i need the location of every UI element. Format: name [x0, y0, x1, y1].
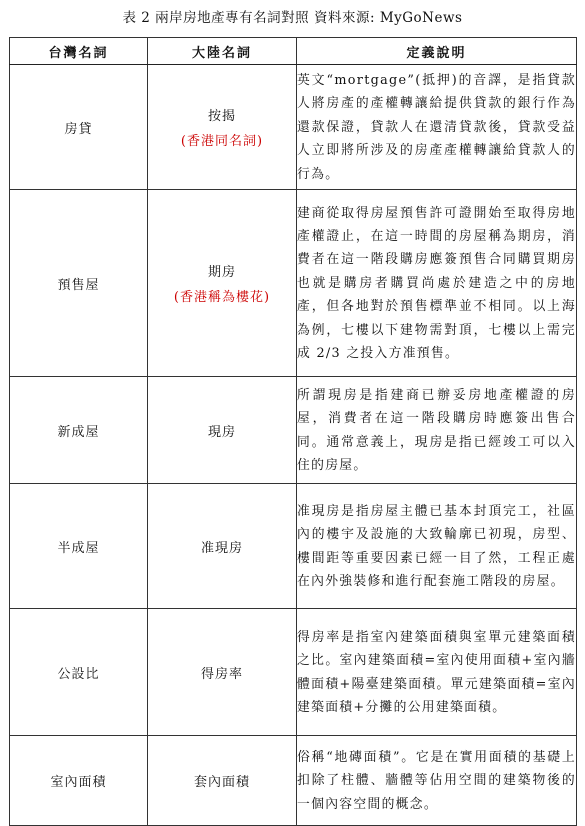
hong-kong-note: (香港同名詞) — [180, 134, 264, 149]
table-row — [10, 484, 577, 609]
header-definition: 定義說明 — [297, 38, 577, 65]
table-row — [10, 190, 577, 377]
header-taiwan-term: 台灣名詞 — [10, 38, 148, 65]
table-caption: 表 2 兩岸房地產專有名詞對照 資料來源: MyGoNews — [122, 10, 463, 26]
mainland-term: 期房 — [207, 265, 236, 280]
mainland-term-cell — [148, 190, 297, 377]
hong-kong-note: (香港稱為樓花) — [173, 290, 271, 305]
table-row — [10, 609, 577, 736]
definition-text: 所謂現房是指建商已辦妥房地產權證的房屋，消費者在這一階段購房時應簽出售合同。通常意義上，現房是指已經竣工可以入住的房屋。 — [297, 387, 576, 473]
definition-cell — [297, 609, 577, 736]
definition-text: 得房率是指室內建築面積與室單元建築面積之比。室內建築面積=室內使用面積+室內牆體面積+陽臺建築面積。單元建築面積=室內建築面積+分攤的公用建築面積。 — [297, 629, 576, 715]
definition-text: 准現房是指房屋主體已基本封頂完工，社區內的樓宇及設施的大致輪廓已初現，房型、樓間距等重要因素已經一目了然，工程正處在內外強裝修和進行配套施工階段的房屋。 — [297, 503, 576, 589]
terminology-table — [9, 37, 577, 826]
mainland-term: 得房率 — [148, 609, 297, 736]
mainland-term: 現房 — [148, 377, 297, 484]
taiwan-term: 新成屋 — [10, 377, 148, 484]
definition-text: 建商從取得房屋預售許可證開始至取得房地產權證止，在這一時間的房屋稱為期房，消費者在這一階段購房應簽預售合同購買期房也就是購房者購買尚處於建造之中的房地產，但各地對於預售標準並不相同。以上海為例，七樓以下建物需對頂，七樓以上需完成 2/3 之投入方准預售。 — [297, 205, 576, 362]
table-row — [10, 377, 577, 484]
taiwan-term: 半成屋 — [10, 484, 148, 609]
definition-cell — [297, 377, 577, 484]
definition-cell — [297, 484, 577, 609]
definition-text: 英文“mortgage”(抵押)的音譯，是指貸款人將房產的產權轉讓給提供貸款的銀行作為還款保證，貸款人在還清貸款後，貸款受益人立即將所涉及的房產產權轉讓給貸款人的行為。 — [297, 72, 576, 182]
mainland-term: 准現房 — [148, 484, 297, 609]
taiwan-term: 房貸 — [10, 65, 148, 190]
header-mainland-term: 大陸名詞 — [148, 38, 297, 65]
table-row — [10, 736, 577, 826]
definition-cell — [297, 736, 577, 826]
table-row — [10, 65, 577, 190]
definition-text: 俗稱“地磚面積”。它是在實用面積的基礎上扣除了柱體、牆體等佔用空間的建築物後的一個內容空間的概念。 — [297, 749, 576, 812]
header-row — [10, 38, 577, 65]
mainland-term-cell — [148, 65, 297, 190]
taiwan-term: 室內面積 — [10, 736, 148, 826]
definition-cell — [297, 190, 577, 377]
definition-cell — [297, 65, 577, 190]
mainland-term: 套內面積 — [148, 736, 297, 826]
taiwan-term: 公設比 — [10, 609, 148, 736]
taiwan-term: 預售屋 — [10, 190, 148, 377]
mainland-term: 按揭 — [207, 109, 236, 124]
